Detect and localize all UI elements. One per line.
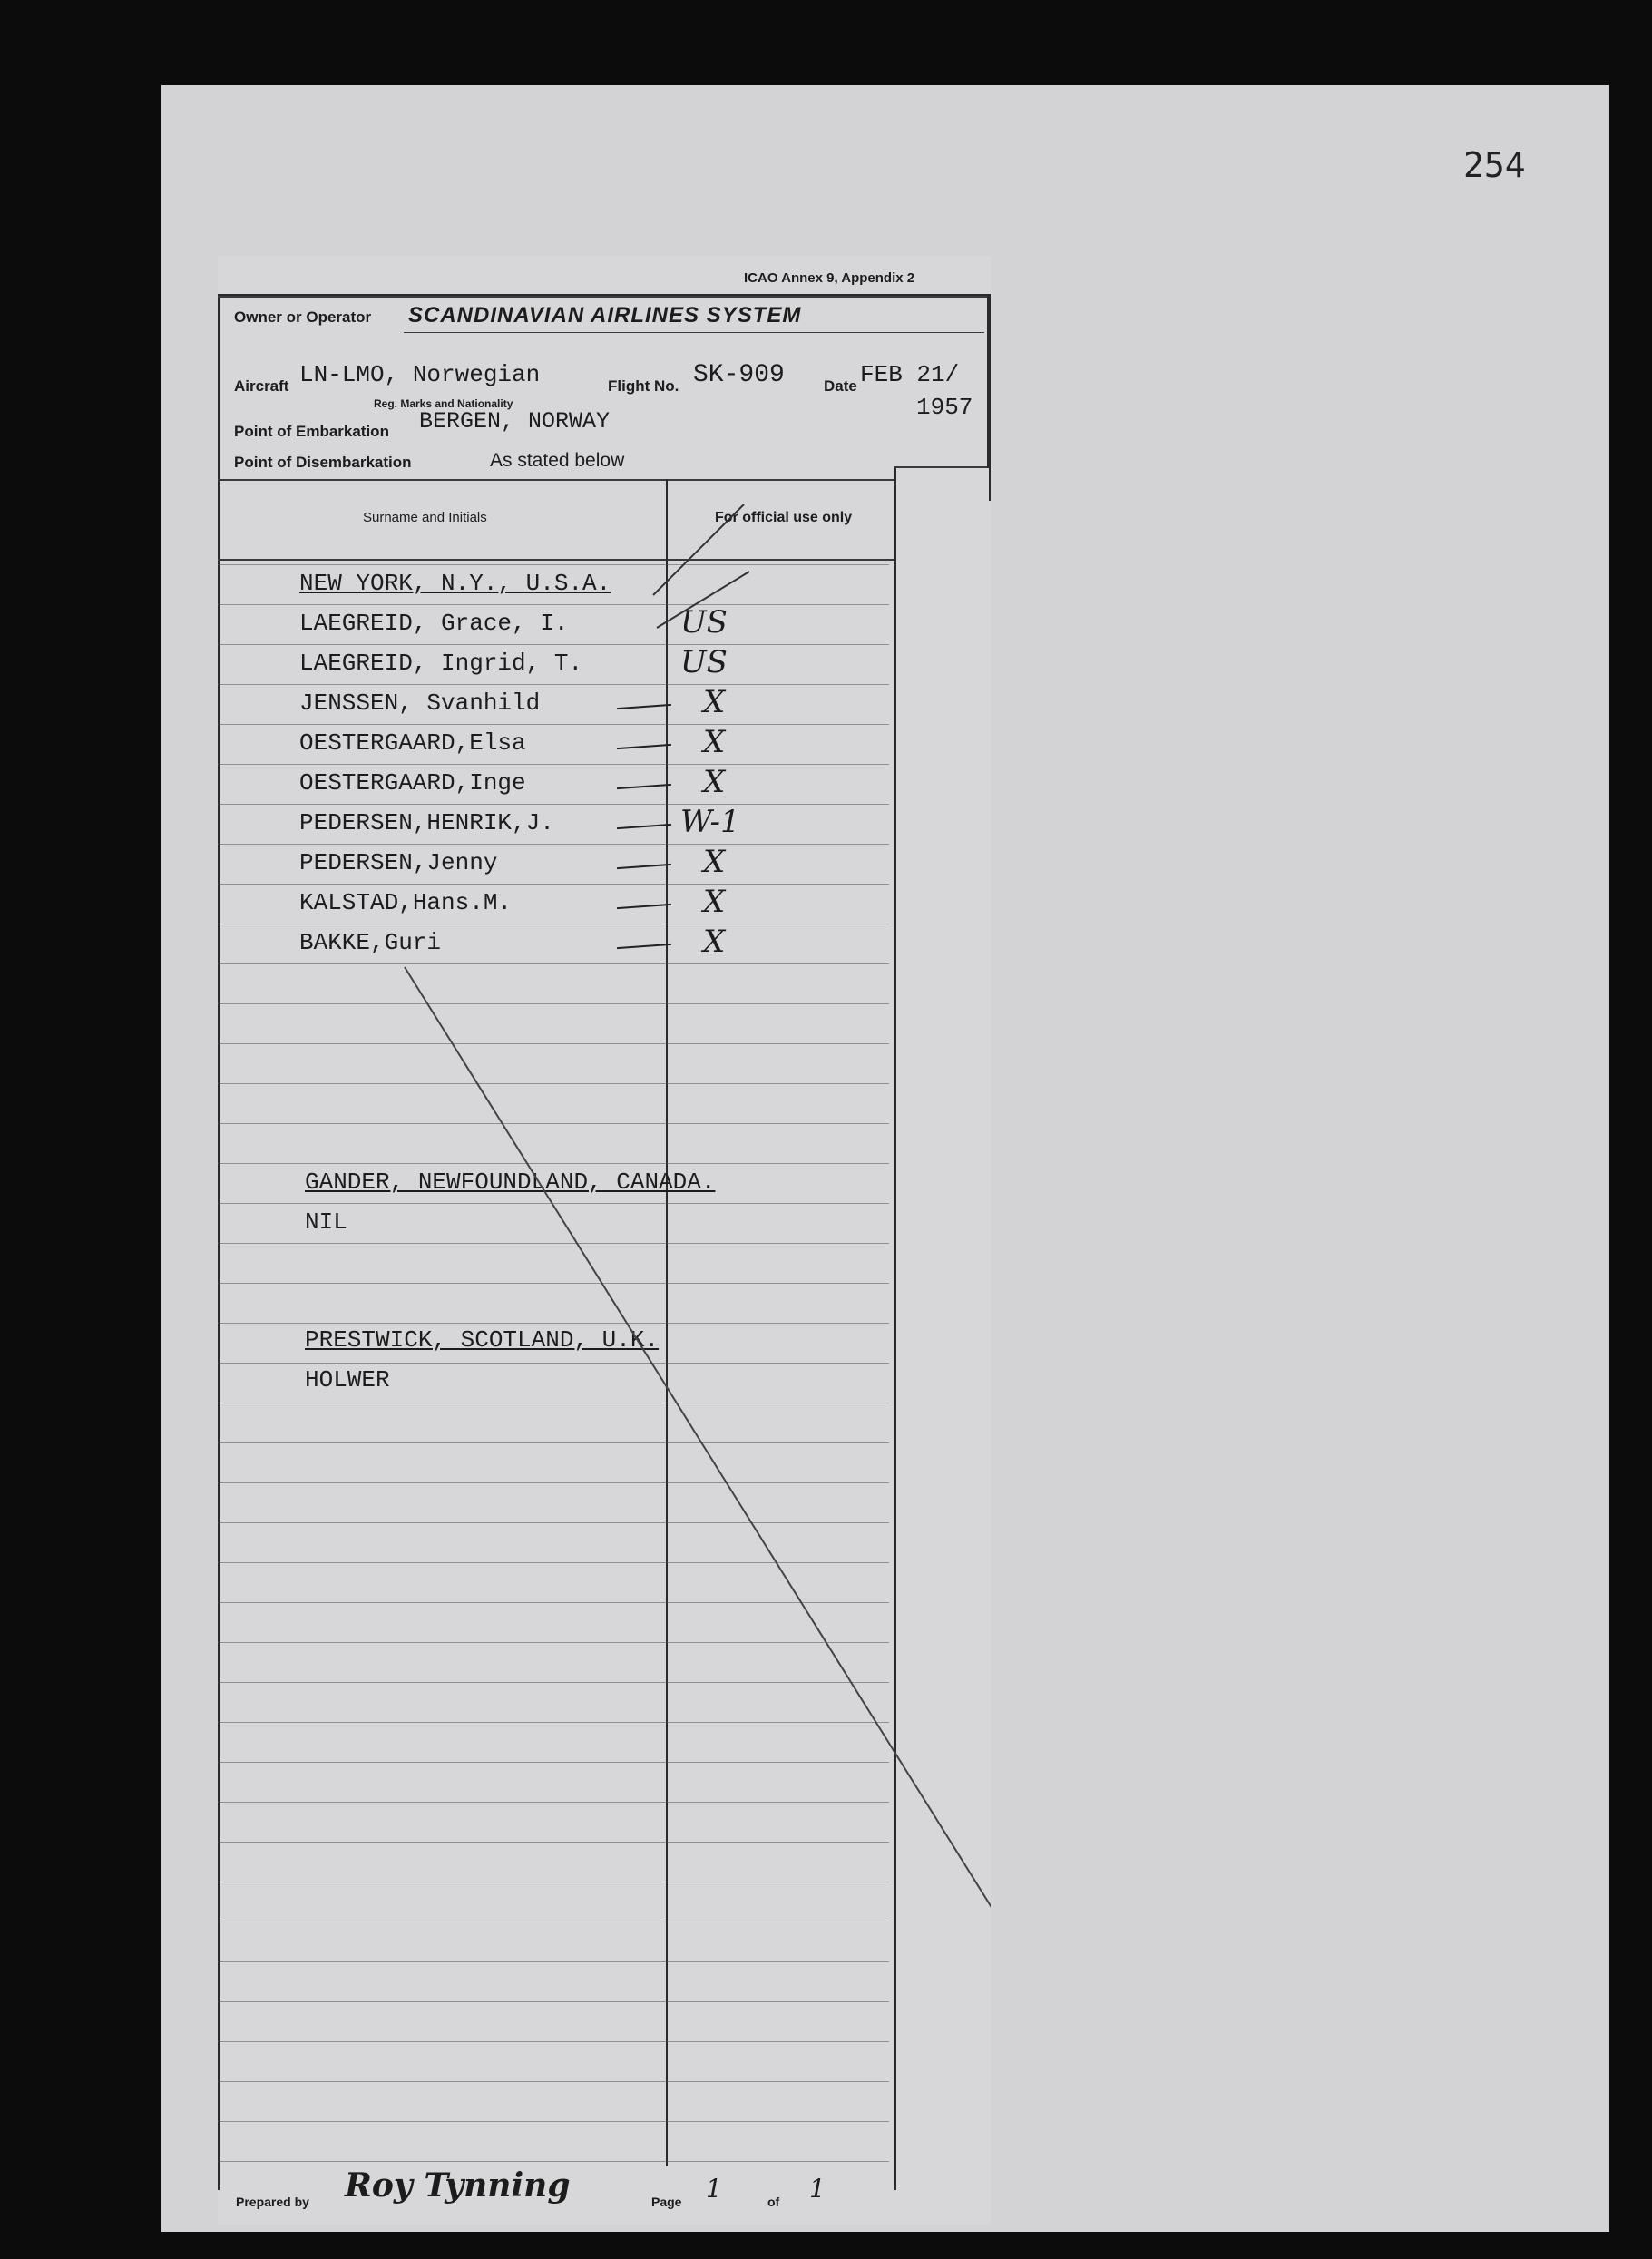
disembark-value: As stated below [490, 450, 625, 471]
of-value: 1 [809, 2174, 826, 2204]
passenger-name: PEDERSEN,HENRIK,J. [299, 809, 554, 836]
of-label: of [767, 2195, 780, 2209]
embark-value: BERGEN, NORWAY [419, 408, 611, 435]
passenger-name: KALSTAD,Hans.M. [299, 889, 513, 916]
flight-label: Flight No. [608, 377, 679, 395]
aircraft-value: LN-LMO, Norwegian [299, 361, 541, 388]
official-column-header: For official use only [715, 510, 853, 525]
passenger-name: LAEGREID, Grace, I. [299, 610, 569, 637]
gander-entry: NIL [305, 1208, 347, 1236]
aircraft-sublabel: Reg. Marks and Nationality [374, 397, 513, 410]
check-stroke-1 [653, 504, 744, 595]
official-mark: US [680, 604, 728, 641]
manifest-form [218, 256, 991, 2225]
page-value: 1 [706, 2174, 722, 2204]
official-mark: X [703, 884, 726, 920]
official-mark: X [703, 724, 726, 760]
owner-value: SCANDINAVIAN AIRLINES SYSTEM [408, 303, 802, 328]
diagonal-cancel-line [405, 967, 991, 2150]
passenger-name: PEDERSEN,Jenny [299, 849, 498, 876]
passenger-name: OESTERGAARD,Inge [299, 769, 526, 797]
official-mark: X [703, 844, 726, 880]
page-label: Page [651, 2195, 682, 2209]
aircraft-label: Aircraft [234, 377, 289, 395]
official-mark: W-1 [680, 804, 740, 840]
official-mark: US [680, 644, 728, 680]
prepared-label: Prepared by [236, 2195, 309, 2209]
date-label: Date [824, 377, 857, 395]
official-mark: X [703, 924, 726, 960]
date-value-line1: FEB 21/ [860, 361, 960, 388]
flight-value: SK-909 [693, 361, 785, 389]
official-mark: X [703, 684, 726, 720]
prestwick-heading: PRESTWICK, SCOTLAND, U.K. [305, 1326, 660, 1354]
destination-heading: NEW YORK, N.Y., U.S.A. [299, 570, 611, 597]
passenger-name: OESTERGAARD,Elsa [299, 729, 526, 757]
pen-strokes [218, 256, 991, 2225]
surname-column-header: Surname and Initials [363, 510, 487, 525]
prepared-signature: Roy Tynning [345, 2166, 571, 2205]
gander-heading: GANDER, NEWFOUNDLAND, CANADA. [305, 1169, 716, 1196]
official-mark: X [703, 764, 726, 800]
embark-label: Point of Embarkation [234, 423, 389, 440]
disembark-label: Point of Disembarkation [234, 454, 412, 471]
passenger-name: LAEGREID, Ingrid, T. [299, 650, 583, 677]
page-number: 254 [1463, 145, 1526, 185]
prestwick-entry: HOLWER [305, 1366, 390, 1394]
owner-label: Owner or Operator [234, 308, 372, 326]
passenger-name: BAKKE,Guri [299, 929, 442, 956]
passenger-name: JENSSEN, Svanhild [299, 689, 541, 717]
check-stroke-2 [657, 572, 749, 628]
annex-label: ICAO Annex 9, Appendix 2 [744, 270, 915, 286]
date-value-line2: 1957 [916, 394, 973, 421]
